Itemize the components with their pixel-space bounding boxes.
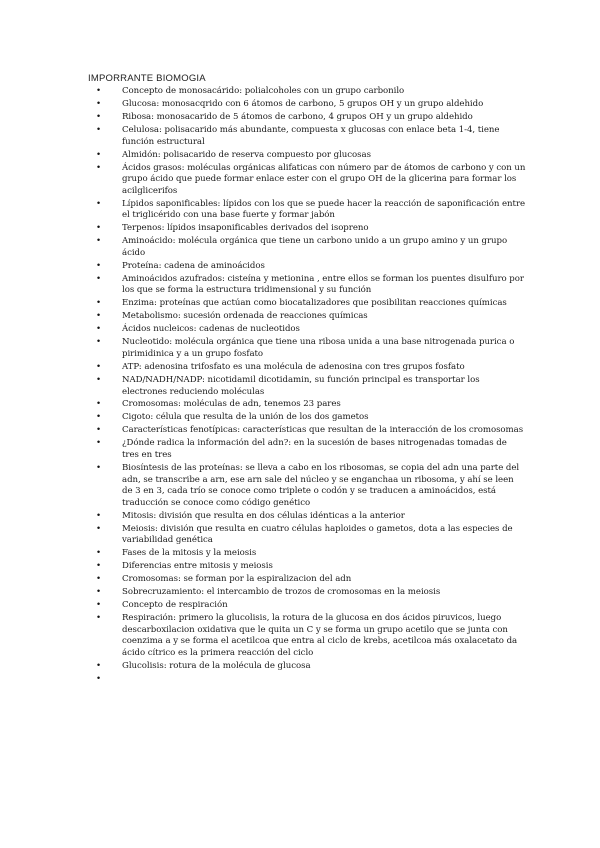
bullet-icon: •: [96, 337, 102, 348]
list-item-text: Diferencias entre mitosis y meiosis: [122, 561, 273, 572]
list-item: [96, 163, 526, 198]
list-item: [96, 99, 526, 111]
list-item: [96, 463, 526, 509]
list-item-text: Meiosis: división que resulta en cuatro células haploides o gametos, dota a las especies de variabilidad genética: [122, 523, 513, 546]
list-item-text: Metabolismo: sucesión ordenada de reacciones químicas: [122, 311, 368, 322]
list-item-text: Características fenotípicas: características que resultan de la interacción de los cromosomas: [122, 425, 524, 436]
list-item-text: ¿Dónde radica la información del adn?: en la sucesión de bases nitrogenadas tomadas de tres en tres: [122, 438, 507, 461]
list-item: [96, 561, 526, 573]
list-item-text: Glucosa: monosacqrido con 6 átomos de carbono, 5 grupos OH y un grupo aldehido: [122, 98, 484, 109]
list-item: [96, 298, 526, 310]
bullet-icon: •: [96, 236, 102, 247]
list-item: [96, 261, 526, 273]
bullet-icon: •: [96, 600, 102, 611]
list-item: [96, 661, 526, 673]
bullet-icon: •: [96, 98, 102, 109]
bullet-icon: •: [96, 86, 102, 96]
list-item: [96, 112, 526, 124]
list-item-text: Nucleotido: molécula orgánica que tiene una ribosa unida a una base nitrogenada purica o pirimidinica y a un grupo fosfato: [122, 337, 515, 359]
list-item-text: Respiración: primero la glucolisis, la rotura de la glucosa en dos ácidos piruvicos, luego descarboxilacion oxidativa que le quita un C y se forma un grupo acetilo que se junta con coenzima a y se forma el acetilcoa que entra al ciclo de krebs, acetilcoa más oxalacetato da ácido cítrico es la primera reacción del ciclo: [122, 613, 518, 659]
list-item-text: Lípidos saponificables: lípidos con los que se puede hacer la reacción de saponificación entre el triglicérido con una base fuerte y formar jabón: [122, 198, 526, 221]
list-item-text: Celulosa: polisacarido más abundante, compuesta x glucosas con enlace beta 1-4, tiene función estructural: [122, 124, 500, 147]
list-item: [96, 375, 526, 398]
list-item: [96, 613, 526, 659]
list-item: [96, 524, 526, 547]
list-item-text: Biosíntesis de las proteínas: se lleva a cabo en los ribosomas, se copia del adn una parte del adn, se transcribe a arn, ese arn sale del núcleo y se enganchaa un ribosoma, y ahí se leen de 3 en 3, cada trío se conoce como triplete o codón y se traducen a aminoácidos, está traducción se conoce como código genético: [122, 463, 520, 508]
list-item: [96, 362, 526, 374]
list-item-text: Concepto de respiración: [122, 600, 228, 611]
bullet-icon: •: [96, 674, 102, 685]
bullet-icon: •: [96, 223, 102, 234]
list-item: [96, 438, 526, 461]
list-item: [96, 125, 526, 148]
bullet-icon: •: [96, 124, 102, 135]
list-item-text: Aminoácidos azufrados: cisteína y metionina , entre ellos se forman los puentes disulfuro por los que se forma la estructura tridimensional y su función: [122, 273, 524, 296]
bullet-icon: •: [96, 324, 102, 335]
list-item-text: Ácidos nucleicos: cadenas de nucleotidos: [122, 324, 300, 335]
list-item: [96, 337, 526, 360]
bullet-icon: •: [96, 311, 102, 322]
list-item-text: NAD/NADH/NADP: nicotidamil dicotidamin, su función principal es transportar los electrones reduciendo moléculas: [122, 374, 480, 397]
list-item: [96, 548, 526, 560]
list-item: [96, 412, 526, 424]
bullet-icon: •: [96, 463, 102, 474]
list-item-text: Proteína: cadena de aminoácidos: [122, 260, 265, 271]
list-item-text: Glucolisis: rotura de la molécula de glucosa: [122, 661, 311, 672]
list-item: [96, 86, 526, 98]
bullet-icon: •: [96, 574, 102, 585]
bullet-icon: •: [96, 399, 102, 410]
list-item: [96, 311, 526, 323]
list-item: [96, 274, 526, 297]
list-item-text: Aminoácido: molécula orgánica que tiene un carbono unido a un grupo amino y un grupo ácido: [122, 236, 508, 258]
document-title: IMPORRANTE BIOMOGIA: [88, 73, 206, 84]
list-item-text: Ácidos grasos: moléculas orgánicas alifaticas con número par de átomos de carbono y con un grupo ácido que puede formar enlace ester con el grupo OH de la glicerina para formar los acilglicerifos: [122, 162, 526, 196]
bullet-icon: •: [96, 149, 102, 160]
bullet-icon: •: [96, 198, 102, 209]
list-item: [96, 574, 526, 586]
bullet-icon: •: [96, 162, 102, 173]
bullet-icon: •: [96, 523, 102, 534]
list-item-text: Fases de la mitosis y la meiosis: [122, 548, 257, 559]
list-item: [96, 425, 526, 437]
list-item-text: Mitosis: división que resulta en dos células idénticas a la anterior: [122, 510, 405, 521]
list-item: [96, 600, 526, 612]
bullet-list: [96, 86, 526, 685]
list-item: [96, 399, 526, 411]
list-item-text: ATP: adenosina trifosfato es una molécula de adenosina con tres grupos fosfato: [122, 361, 465, 372]
bullet-icon: •: [96, 613, 102, 624]
bullet-icon: •: [96, 661, 102, 672]
bullet-icon: •: [96, 298, 102, 309]
bullet-icon: •: [96, 510, 102, 521]
bullet-icon: •: [96, 587, 102, 598]
list-item: [96, 511, 526, 523]
list-item: [96, 236, 526, 259]
list-item: [96, 324, 526, 336]
bullet-icon: •: [96, 111, 102, 122]
list-item-text: Concepto de monosacárido: polialcoholes con un grupo carbonilo: [122, 86, 405, 96]
list-item: [96, 199, 526, 222]
bullet-icon: •: [96, 260, 102, 271]
list-item-text: Enzima: proteínas que actúan como biocatalizadores que posibilitan reacciones químicas: [122, 298, 507, 309]
bullet-icon: •: [96, 273, 102, 284]
list-item-text: Cigoto: célula que resulta de la unión de los dos gametos: [122, 412, 369, 423]
list-item-text: Cromosomas: moléculas de adn, tenemos 23 pares: [122, 399, 341, 410]
bullet-icon: •: [96, 561, 102, 572]
bullet-icon: •: [96, 374, 102, 385]
bullet-icon: •: [96, 361, 102, 372]
list-item-text: Ribosa: monosacarido de 5 átomos de carbono, 4 grupos OH y un grupo aldehido: [122, 111, 473, 122]
list-item-text: Almidón: polisacarido de reserva compuesto por glucosas: [122, 149, 371, 160]
bullet-icon: •: [96, 425, 102, 436]
bullet-icon: •: [96, 438, 102, 449]
list-item: [96, 223, 526, 235]
list-item: [96, 587, 526, 599]
bullet-icon: •: [96, 548, 102, 559]
list-item-text: Cromosomas: se forman por la espiralizacion del adn: [122, 574, 352, 585]
list-item-text: Terpenos: lípidos insaponificables derivados del isopreno: [122, 223, 369, 234]
list-item-text: Sobrecruzamiento: el intercambio de trozos de cromosomas en la meiosis: [122, 587, 441, 598]
bullet-icon: •: [96, 412, 102, 423]
list-item: [96, 150, 526, 162]
